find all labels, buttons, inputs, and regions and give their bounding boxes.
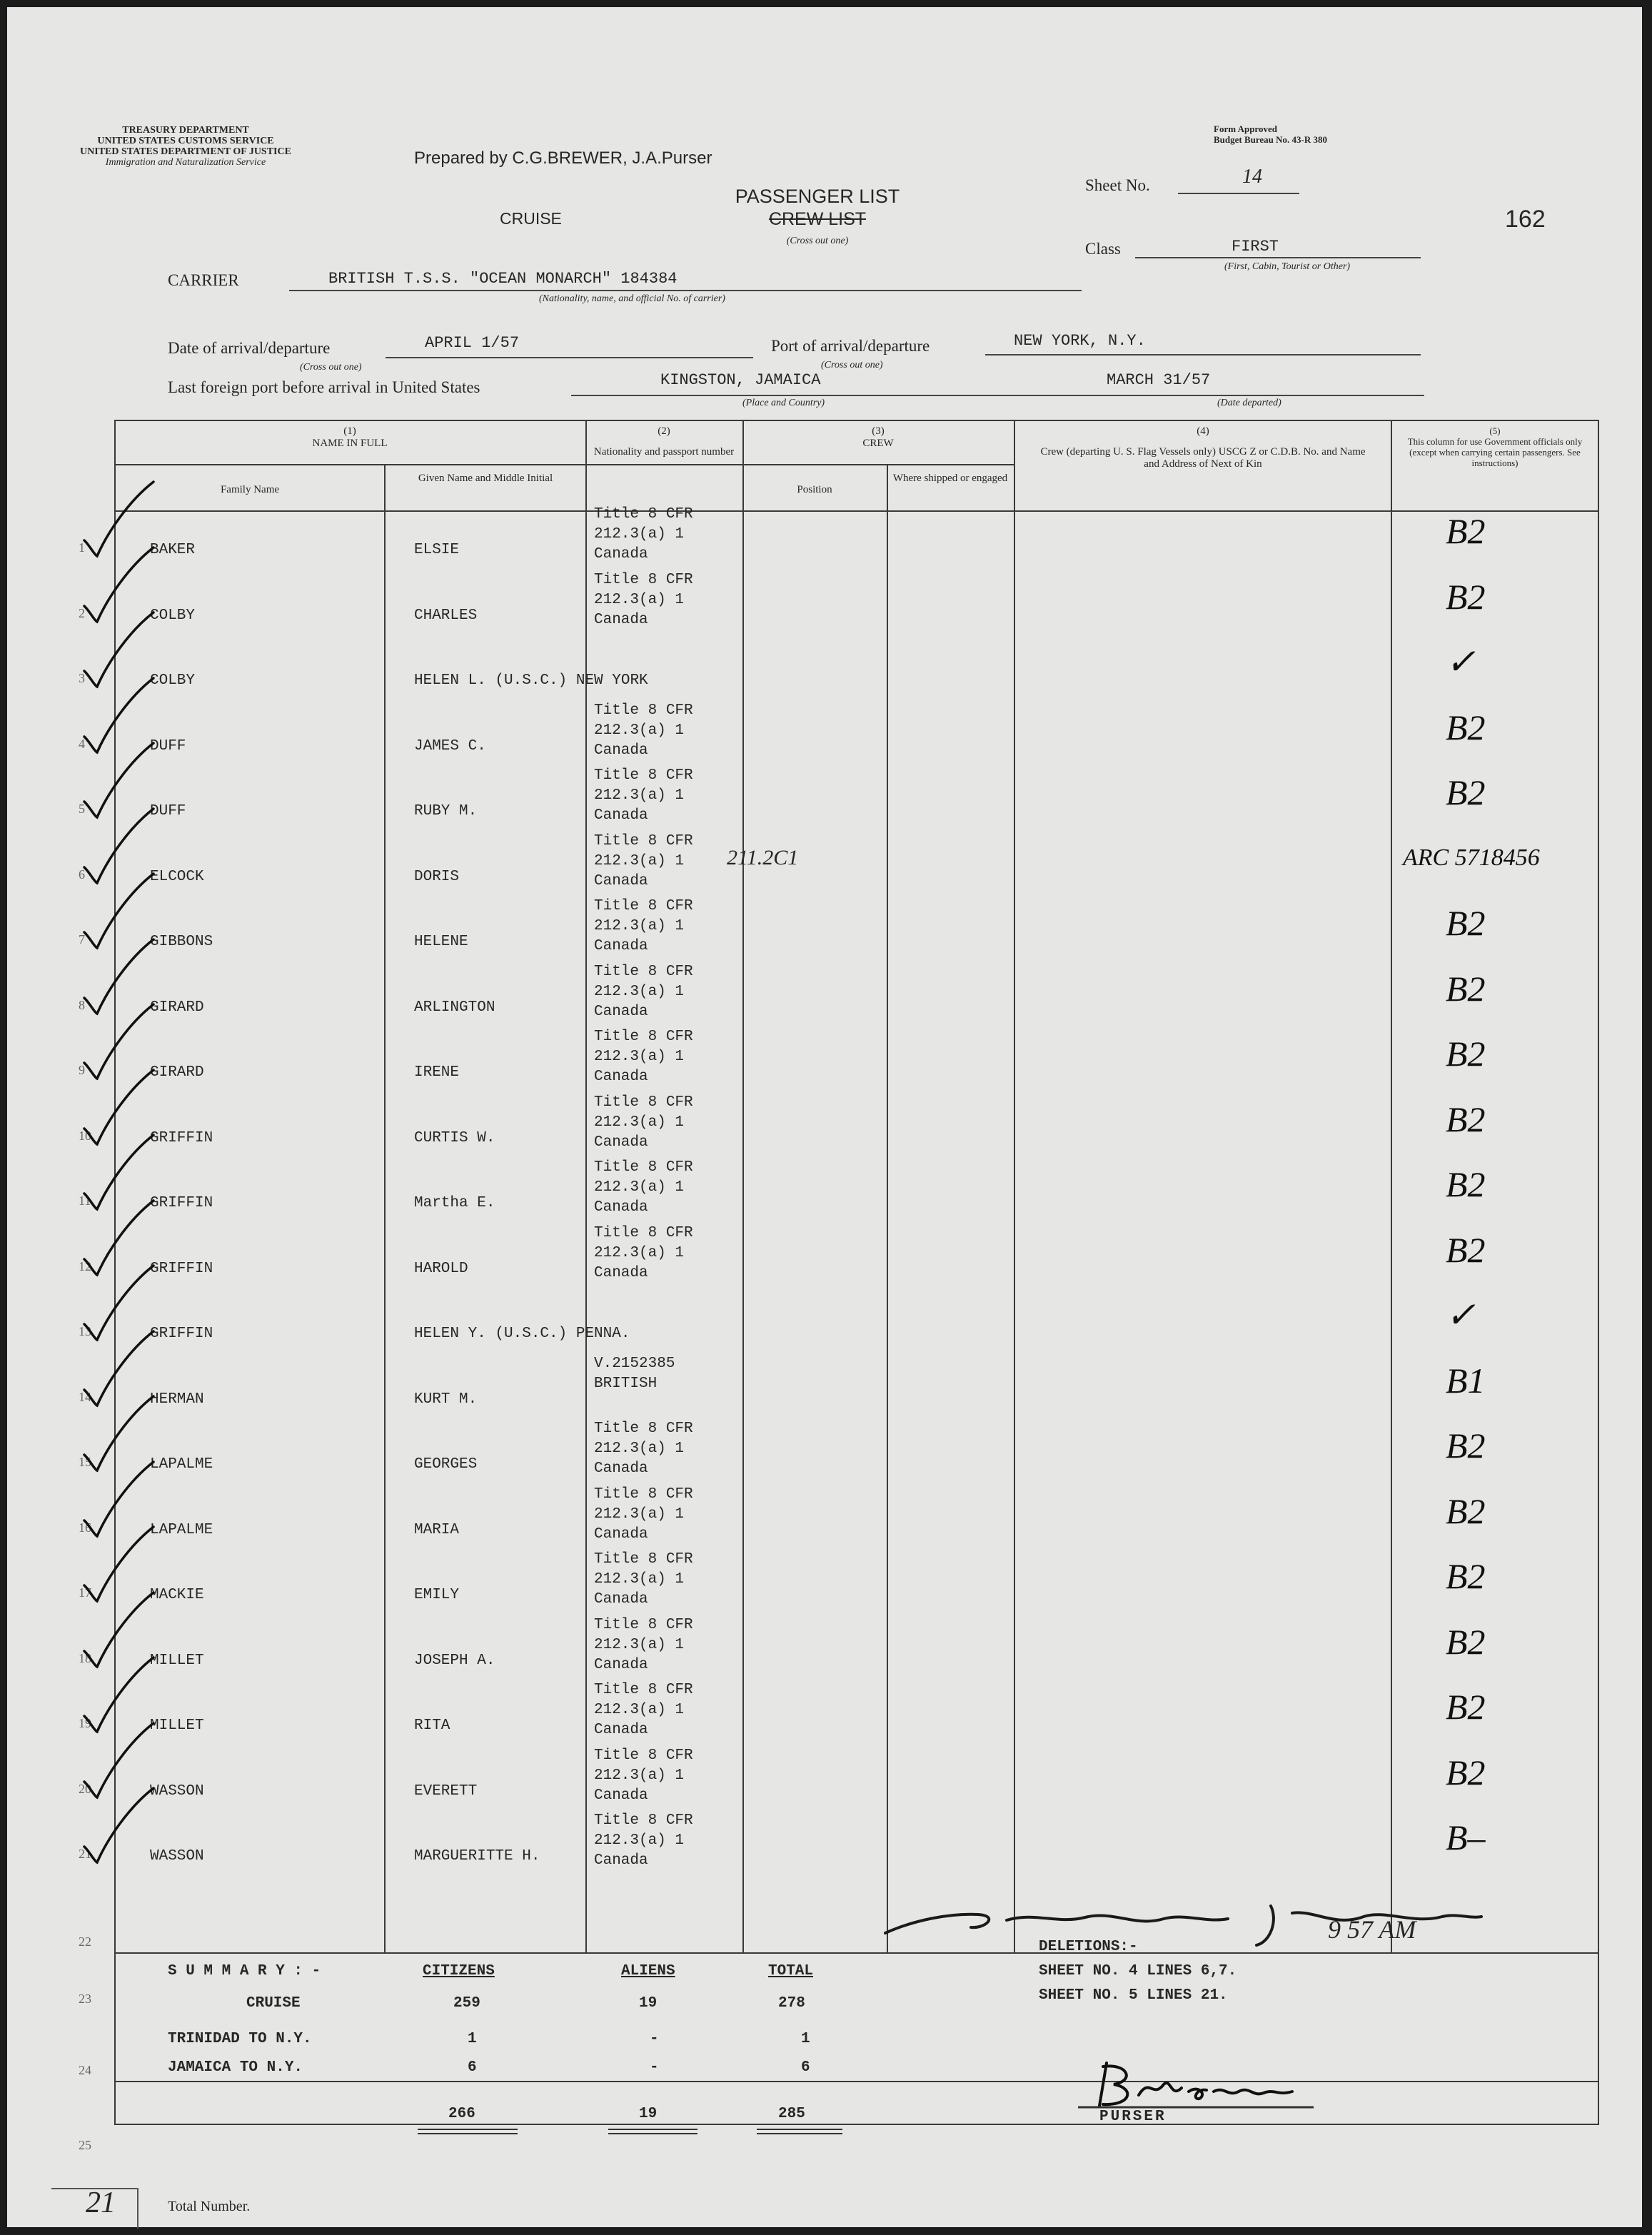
table-row [79, 830, 1599, 895]
table-row [79, 1548, 1599, 1613]
official-code: B1 [1446, 1360, 1486, 1401]
nationality-passport: Title 8 CFR 212.3(a) 1 Canada [594, 1029, 693, 1085]
col1-header [114, 425, 585, 450]
table-row [79, 1156, 1599, 1221]
official-code: ARC 5718456 [1403, 844, 1540, 871]
col1-title: NAME IN FULL [312, 438, 388, 449]
row-number: 22 [79, 1934, 91, 1949]
given-name: KURT M. [414, 1391, 478, 1408]
row-number: 24 [79, 2063, 91, 2077]
table-row [79, 1614, 1599, 1679]
sheet-number: 14 [1242, 166, 1262, 188]
col5-number: (5) [1489, 425, 1501, 436]
family-name: HERMAN [150, 1391, 204, 1408]
row-number: 17 [79, 1585, 91, 1600]
summary-col-aliens: ALIENS [621, 1963, 675, 1979]
summary-title: S U M M A R Y : - [168, 1963, 321, 1979]
given-name: CURTIS W. [414, 1129, 495, 1146]
last-port-date-note: (Date departed) [1217, 398, 1281, 408]
deletions-title: DELETIONS:- [1039, 1939, 1138, 1955]
row-number: 8 [79, 997, 85, 1012]
official-code: B2 [1446, 1752, 1486, 1792]
official-code: B2 [1446, 576, 1486, 617]
summary-citizens: 6 [468, 2059, 477, 2076]
col5-header [1394, 425, 1596, 468]
row-number: 13 [79, 1324, 91, 1338]
deletions-line: SHEET NO. 4 LINES 6,7. [1039, 1963, 1237, 1979]
official-code: B2 [1446, 1164, 1486, 1204]
title-crew-list: CREW LIST [768, 209, 867, 229]
family-name: DUFF [150, 737, 186, 755]
table-row [79, 1091, 1599, 1156]
handwritten-amendment: 211.2C1 [727, 845, 799, 869]
arrival-port-note: (Cross out one) [821, 360, 883, 370]
nationality-passport: Title 8 CFR 212.3(a) 1 Canada [594, 767, 693, 824]
total-number-label: Total Number. [168, 2199, 251, 2214]
given-name: RITA [414, 1717, 450, 1734]
family-name: GRIFFIN [150, 1260, 213, 1277]
table-row [79, 1287, 1599, 1352]
row-number: 18 [79, 1650, 91, 1665]
row-number: 1 [79, 540, 85, 555]
sheet-line [1178, 173, 1299, 194]
official-code: B2 [1446, 772, 1486, 812]
row-number: 6 [79, 867, 85, 882]
nationality-passport: Title 8 CFR 212.3(a) 1 Canada [594, 963, 693, 1020]
nationality-passport: Title 8 CFR 212.3(a) 1 Canada [594, 1747, 693, 1804]
col4-title: Crew (departing U. S. Flag Vessels only) USCG Z or C.D.B. No. and Name and Address of Next of Kin [1040, 446, 1366, 470]
row-number: 3 [79, 671, 85, 685]
nationality-passport: Title 8 CFR 212.3(a) 1 Canada [594, 1421, 693, 1477]
official-code: B2 [1446, 511, 1486, 551]
nationality-passport: Title 8 CFR 212.3(a) 1 Canada [594, 571, 693, 628]
official-code: B2 [1446, 1490, 1486, 1531]
table-row [79, 569, 1599, 634]
row-number: 5 [79, 802, 85, 816]
title-cross-note: (Cross out one) [786, 236, 849, 246]
row-number: 2 [79, 605, 85, 620]
nationality-passport: Title 8 CFR 212.3(a) 1 Canada [594, 1224, 693, 1281]
summary-total: 278 [778, 1995, 805, 2012]
table-row [79, 700, 1599, 765]
official-code: B2 [1446, 1687, 1486, 1727]
row-number: 12 [79, 1258, 91, 1273]
carrier-value: BRITISH T.S.S. "OCEAN MONARCH" 184384 [328, 270, 678, 288]
arrival-date-note: (Cross out one) [300, 362, 362, 373]
official-code: B2 [1446, 1556, 1486, 1596]
table-row [79, 1679, 1599, 1744]
table-row [79, 1483, 1599, 1548]
col-family-name: Family Name [220, 484, 280, 495]
summary-row-label: JAMAICA TO N.Y. [168, 2059, 303, 2076]
carrier-label: CARRIER [168, 271, 239, 289]
official-code: B2 [1446, 1229, 1486, 1270]
family-name: GRIFFIN [150, 1195, 213, 1211]
given-name: HELENE [414, 934, 468, 950]
summary-col-citizens: CITIZENS [423, 1963, 495, 1979]
total-number-value: 21 [86, 2186, 116, 2219]
summary-aliens: 19 [639, 1995, 658, 2012]
table-row [79, 961, 1599, 1026]
title-passenger-list: PASSENGER LIST [735, 186, 900, 207]
nationality-passport: Title 8 CFR 212.3(a) 1 Canada [594, 506, 693, 562]
class-label: Class [1085, 240, 1121, 258]
grand-total: 285 [778, 2106, 805, 2122]
given-name: HELEN L. (U.S.C.) NEW YORK [414, 672, 648, 689]
official-code: ✓ [1446, 1295, 1476, 1335]
col3-number: (3) [872, 425, 885, 437]
summary-total: 1 [801, 2031, 810, 2047]
row-number: 25 [79, 2138, 91, 2152]
row-number: 14 [79, 1389, 91, 1404]
form-approved-line: Budget Bureau No. 43-R 380 [1214, 134, 1328, 145]
table-row [79, 895, 1599, 960]
given-name: Martha E. [414, 1195, 495, 1211]
official-code: B2 [1446, 1099, 1486, 1139]
nationality-passport: Title 8 CFR 212.3(a) 1 Canada [594, 702, 693, 759]
arrival-date-value: APRIL 1/57 [425, 334, 520, 352]
summary-col-total: TOTAL [768, 1963, 814, 1979]
checkmark-icon [79, 1782, 157, 1868]
official-code: B2 [1446, 1034, 1486, 1074]
summary-total: 6 [801, 2059, 810, 2076]
prepared-by: Prepared by C.G.BREWER, J.A.Purser [414, 148, 712, 168]
arrival-port-label: Port of arrival/departure [771, 337, 930, 355]
nationality-passport: Title 8 CFR 212.3(a) 1 Canada [594, 898, 693, 954]
family-name: GIRARD [150, 1064, 204, 1081]
col-position: Position [797, 484, 832, 495]
official-code: B2 [1446, 968, 1486, 1009]
summary-row-label: TRINIDAD TO N.Y. [168, 2031, 312, 2047]
table-row [79, 634, 1599, 699]
nationality-passport: Title 8 CFR 212.3(a) 1 Canada [594, 1094, 693, 1151]
row-number: 9 [79, 1063, 85, 1077]
row-number: 19 [79, 1716, 91, 1730]
agency-line: UNITED STATES DEPARTMENT OF JUSTICE [80, 146, 291, 157]
row-number: 4 [79, 736, 85, 751]
last-port-place-note: (Place and Country) [742, 398, 825, 408]
given-name: IRENE [414, 1064, 460, 1081]
row-number: 15 [79, 1455, 91, 1469]
given-name: HELEN Y. (U.S.C.) PENNA. [414, 1326, 630, 1342]
last-port-value: KINGSTON, JAMAICA [660, 371, 821, 389]
nationality-passport: Title 8 CFR 212.3(a) 1 Canada [594, 1616, 693, 1673]
agency-line: Immigration and Naturalization Service [105, 157, 266, 168]
given-name: GEORGES [414, 1456, 478, 1473]
summary-citizens: 1 [468, 2031, 477, 2047]
manifest-sheet [7, 7, 1642, 2227]
table-row [79, 1222, 1599, 1287]
family-name: LAPALME [150, 1521, 213, 1538]
table-row [79, 503, 1599, 568]
form-approved [1214, 123, 1327, 145]
given-name: CHARLES [414, 607, 478, 624]
signature-time: 9 57 AM [1328, 1915, 1416, 1944]
nationality-passport: Title 8 CFR 212.3(a) 1 Canada [594, 1159, 693, 1216]
sheet-label: Sheet No. [1085, 176, 1150, 194]
official-code: B2 [1446, 1621, 1486, 1662]
table-row [79, 1026, 1599, 1091]
given-name: JAMES C. [414, 737, 486, 755]
given-name: ELSIE [414, 542, 460, 558]
official-code: B2 [1446, 1426, 1486, 1465]
row-number: 21 [79, 1847, 91, 1861]
given-name: ARLINGTON [414, 999, 495, 1016]
summary-citizens: 259 [453, 1995, 480, 2012]
deletions-line: SHEET NO. 5 LINES 21. [1039, 1987, 1228, 2004]
total-rule [608, 2133, 697, 2134]
given-name: DORIS [414, 868, 460, 885]
summary-aliens: - [650, 2059, 659, 2076]
class-value: FIRST [1232, 238, 1279, 256]
col2-title: Nationality and passport number [593, 446, 735, 458]
table-row [79, 1810, 1599, 1875]
col2-number: (2) [658, 425, 670, 437]
row-number: 11 [79, 1194, 91, 1208]
form-approved-line: Form Approved [1214, 123, 1277, 134]
last-port-label: Last foreign port before arrival in United States [168, 378, 480, 396]
arrival-port-value: NEW YORK, N.Y. [1014, 332, 1146, 350]
family-name: DUFF [150, 803, 186, 819]
col-given-name: Given Name and Middle Initial [418, 473, 553, 484]
col2-header [587, 425, 741, 458]
official-code: B2 [1446, 903, 1486, 943]
col4-number: (4) [1197, 425, 1209, 437]
class-note: (First, Cabin, Tourist or Other) [1224, 261, 1351, 272]
family-name: GIBBONS [150, 934, 213, 950]
given-name: RUBY M. [414, 803, 478, 819]
row-number: 7 [79, 932, 85, 947]
given-name: MARGUERITTE H. [414, 1848, 540, 1865]
page-number: 162 [1505, 206, 1546, 233]
family-name: GRIFFIN [150, 1326, 213, 1342]
family-name: COLBY [150, 672, 196, 689]
agency-block [36, 125, 336, 168]
official-code: ✓ [1446, 642, 1476, 682]
family-name: MILLET [150, 1717, 204, 1734]
col-where-shipped: Where shipped or engaged [892, 473, 1008, 484]
col1-number: (1) [343, 425, 356, 437]
family-name: GRIFFIN [150, 1129, 213, 1146]
family-name: WASSON [150, 1848, 204, 1865]
family-name: LAPALME [150, 1456, 213, 1473]
grand-total-citizens: 266 [448, 2106, 475, 2122]
official-code: B2 [1446, 707, 1486, 747]
purser-label: PURSER [1099, 2109, 1167, 2125]
total-rule [418, 2129, 518, 2130]
carrier-note: (Nationality, name, and official No. of carrier) [539, 293, 725, 304]
family-name: MILLET [150, 1652, 204, 1669]
family-name: COLBY [150, 607, 196, 624]
nationality-passport: Title 8 CFR 212.3(a) 1 Canada [594, 1682, 693, 1738]
total-rule [608, 2129, 697, 2130]
given-name: EVERETT [414, 1782, 478, 1800]
given-name: MARIA [414, 1521, 460, 1538]
row-number: 20 [79, 1781, 91, 1796]
agency-line: UNITED STATES CUSTOMS SERVICE [97, 136, 274, 146]
last-port-date: MARCH 31/57 [1107, 371, 1211, 389]
row-number: 10 [79, 1128, 91, 1143]
col3-header [744, 425, 1012, 450]
agency-line: TREASURY DEPARTMENT [122, 125, 249, 136]
summary-aliens: - [650, 2031, 659, 2047]
given-name: JOSEPH A. [414, 1652, 495, 1669]
total-rule [757, 2129, 842, 2130]
nationality-passport: Title 8 CFR 212.3(a) 1 Canada [594, 1485, 693, 1543]
total-rule [757, 2133, 842, 2134]
table-row [79, 765, 1599, 829]
row-number: 23 [79, 1992, 91, 2006]
nationality-passport: Title 8 CFR 212.3(a) 1 Canada [594, 1812, 693, 1869]
col4-header [1035, 425, 1371, 470]
family-name: WASSON [150, 1782, 204, 1800]
family-name: MACKIE [150, 1587, 204, 1603]
col3-title: CREW [862, 438, 894, 449]
arrival-date-label: Date of arrival/departure [168, 339, 331, 357]
family-name: ELCOCK [150, 868, 204, 885]
cruise-label: CRUISE [500, 209, 562, 228]
total-rule [418, 2133, 518, 2134]
col5-title: This column for use Government officials only (except when carrying certain passengers. See instructions) [1407, 436, 1583, 468]
given-name: EMILY [414, 1587, 460, 1603]
row-number: 16 [79, 1520, 91, 1535]
nationality-passport: V.2152385 BRITISH [594, 1355, 675, 1392]
grand-total-aliens: 19 [639, 2106, 658, 2122]
table-row [79, 1418, 1599, 1483]
summary-row-label: CRUISE [246, 1995, 301, 2012]
nationality-passport: Title 8 CFR 212.3(a) 1 Canada [594, 832, 693, 889]
family-name: BAKER [150, 542, 196, 558]
table-row [79, 1745, 1599, 1810]
official-code: B– [1446, 1817, 1486, 1857]
nationality-passport: Title 8 CFR 212.3(a) 1 Canada [594, 1551, 693, 1608]
table-row [79, 1353, 1599, 1418]
family-name: GIRARD [150, 999, 204, 1016]
given-name: HAROLD [414, 1260, 468, 1277]
